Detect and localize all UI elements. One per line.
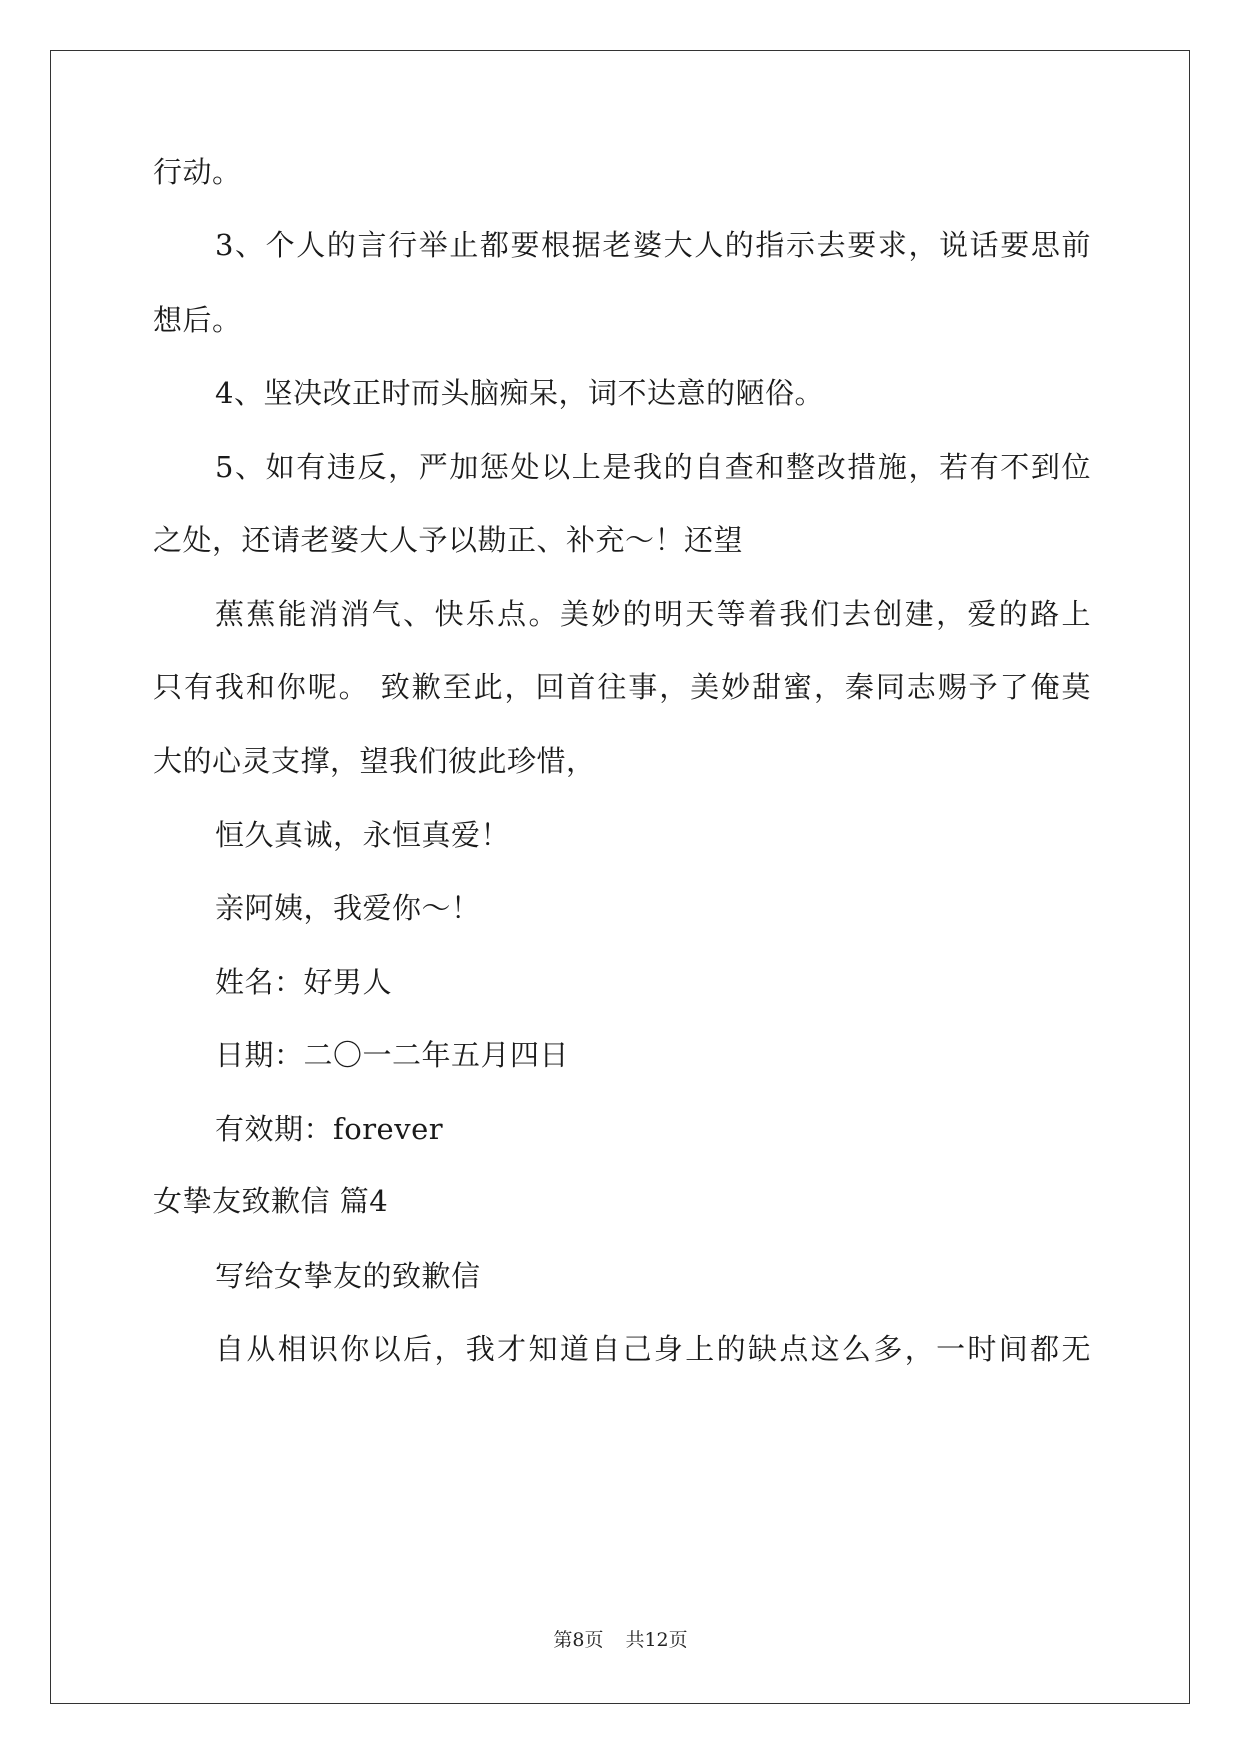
text-line-1: 行动。 (153, 155, 242, 189)
text-line-13: 日期：二〇一二年五月四日 (215, 1038, 570, 1072)
text-line-12: 姓名：好男人 (215, 965, 393, 999)
page-number: 第8页 (553, 1629, 604, 1651)
text-line-9: 大的心灵支撑，望我们彼此珍惜， (153, 744, 596, 778)
section-heading: 女挚友致歉信 篇4 (153, 1184, 389, 1218)
text-line-10: 恒久真诚，永恒真爱！ (215, 818, 511, 852)
text-line-2: 3、个人的言行举止都要根据老婆大人的指示去要求，说话要思前 (215, 228, 1091, 262)
text-line-7: 蕉蕉能消消气、快乐点。美妙的明天等着我们去创建，爱的路上 (215, 597, 1091, 631)
page-total: 共12页 (625, 1629, 688, 1651)
text-line-11: 亲阿姨，我爱你～！ (215, 891, 481, 925)
page-footer (0, 1628, 1241, 1652)
text-line-17: 自从相识你以后，我才知道自己身上的缺点这么多，一时间都无 (215, 1332, 1091, 1366)
text-line-6: 之处，还请老婆大人予以勘正、补充～！还望 (153, 523, 744, 557)
text-line-5: 5、如有违反，严加惩处以上是我的自查和整改措施，若有不到位 (215, 450, 1091, 484)
page-border (50, 50, 1190, 1704)
text-line-4: 4、坚决改正时而头脑痴呆，词不达意的陋俗。 (215, 376, 824, 410)
text-line-16: 写给女挚友的致歉信 (215, 1259, 481, 1293)
text-line-8: 只有我和你呢。 致歉至此，回首往事，美妙甜蜜，秦同志赐予了俺莫 (153, 670, 1091, 704)
text-line-14: 有效期：forever (215, 1112, 444, 1146)
text-line-3: 想后。 (153, 303, 242, 337)
